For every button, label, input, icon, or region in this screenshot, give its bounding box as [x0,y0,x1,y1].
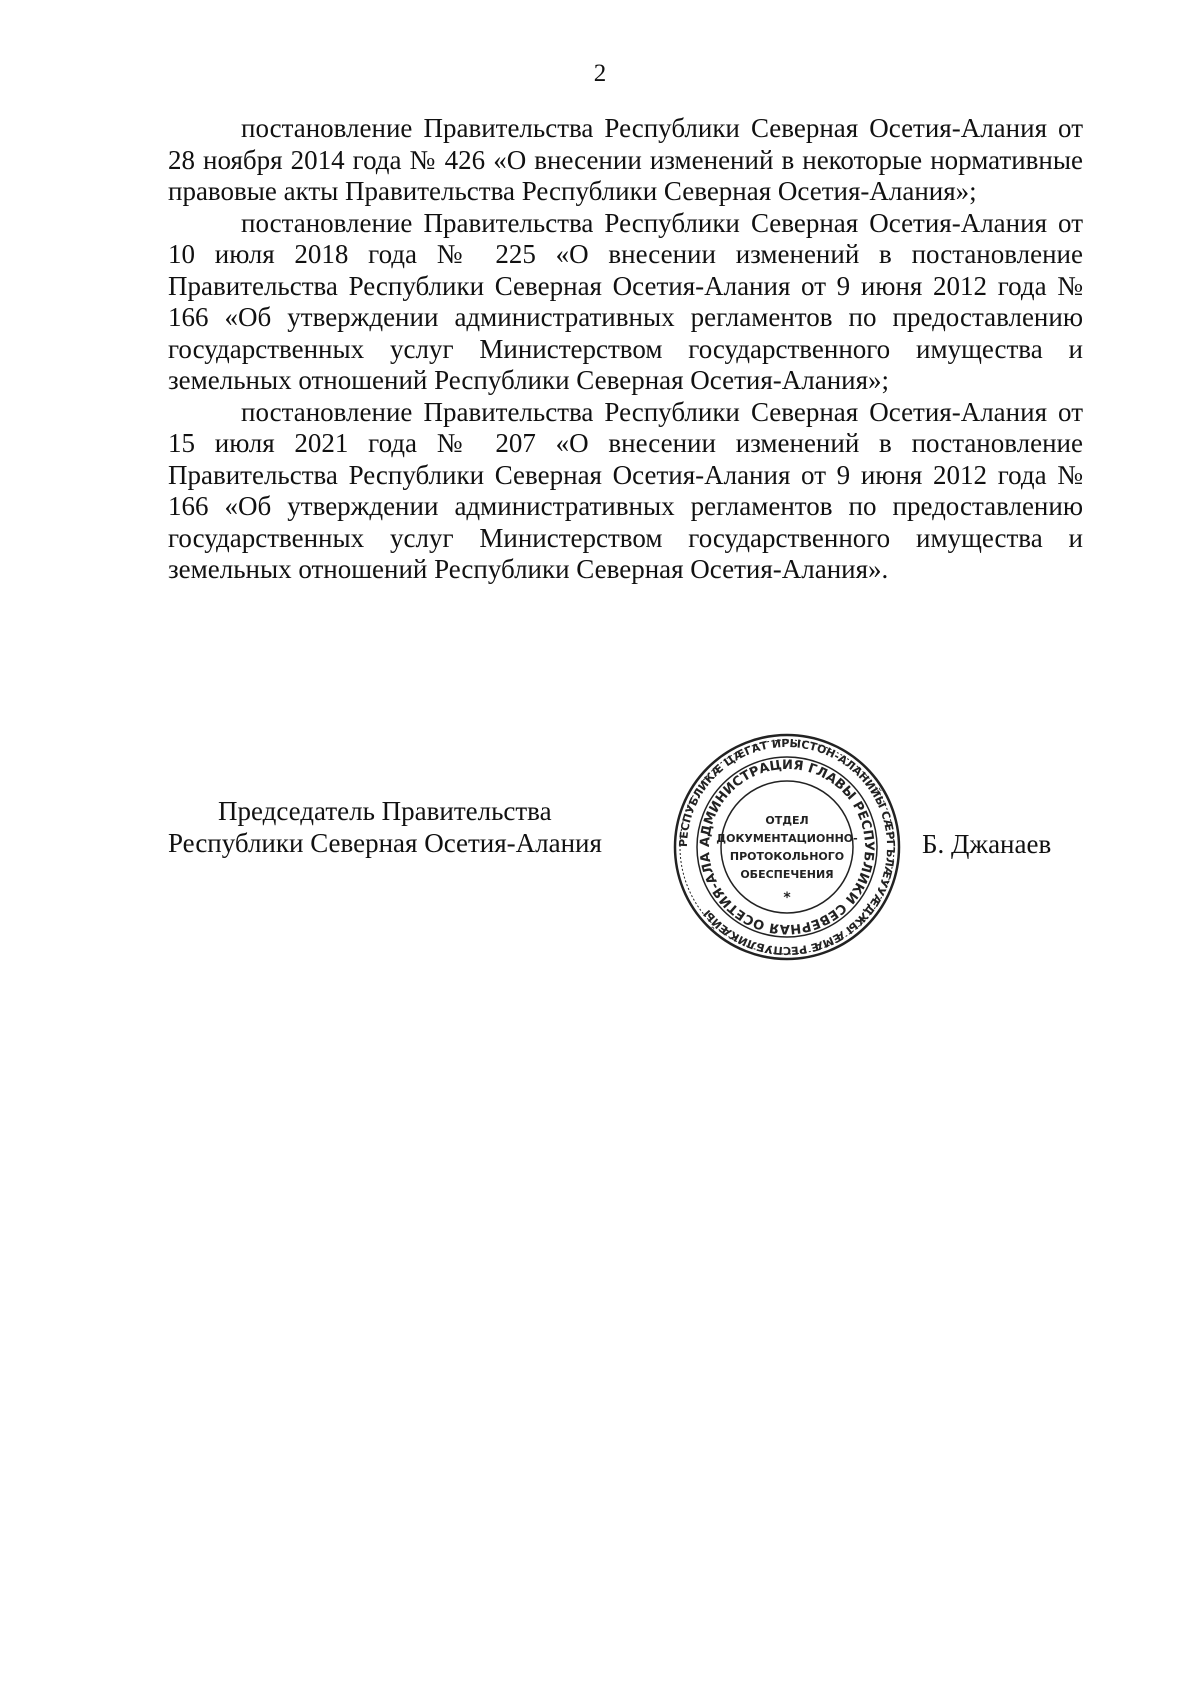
official-seal [672,732,902,962]
svg-text:ПРОТОКОЛЬНОГО: ПРОТОКОЛЬНОГО [729,850,845,863]
signatory-name: Б. Джанаев [922,829,1052,859]
signatory-position-line: Республики Северная Осетия-Алания [168,828,602,858]
page-number: 2 [593,60,607,87]
svg-text:АДМИНИСТРАЦИЯ ГЛАВЫ РЕСПУБЛИКИ: АДМИНИСТРАЦИЯ ГЛАВЫ РЕСПУБЛИКИ СЕВЕРНАЯ ОСЕТИЯ-АЛА [697,757,877,937]
document-body [168,113,1083,586]
svg-text:РЕСПУБЛИКӔ ЦӔГАТ ИРЫСТОН-АЛАНИ: РЕСПУБЛИКӔ ЦӔГАТ ИРЫСТОН-АЛАНИЙЫ СӔРГЪЛӔУУӔДЖЫ ӔМӔ РЕСПУБЛИКӔЙЫ [676,736,898,958]
svg-text:ДОКУМЕНТАЦИОННО-: ДОКУМЕНТАЦИОННО- [716,832,858,845]
svg-text:ОБЕСПЕЧЕНИЯ: ОБЕСПЕЧЕНИЯ [740,868,834,881]
signatory-position-line: Председатель Правительства [218,796,552,826]
svg-text:*: * [783,890,791,906]
paragraph: постановление Правительства Республики Северная Осетия-Алания от 10 июля 2018 года № 225 «О внесении изменений в постановление Правительства Республики Северная Осетия-Алания от 9 июня 2012 года № 166 «Об утверждении административных регламентов по предоставлению государственных услуг Министерством государственного имущества и земельных отношений Республики Северная Осетия-Алания»; [168,207,1083,395]
signatory-position [168,795,648,859]
paragraph: постановление Правительства Республики Северная Осетия-Алания от 15 июля 2021 года № 207 «О внесении изменений в постановление Правительства Республики Северная Осетия-Алания от 9 июня 2012 года № 166 «Об утверждении административных регламентов по предоставлению государственных услуг Министерством государственного имущества и земельных отношений Республики Северная Осетия-Алания». [168,396,1083,584]
svg-text:ОТДЕЛ: ОТДЕЛ [765,814,809,827]
paragraph: постановление Правительства Республики Северная Осетия-Алания от 28 ноября 2014 года № 426 «О внесении изменений в некоторые нормативные правовые акты Правительства Республики Северная Осетия-Алания»; [168,113,1083,206]
